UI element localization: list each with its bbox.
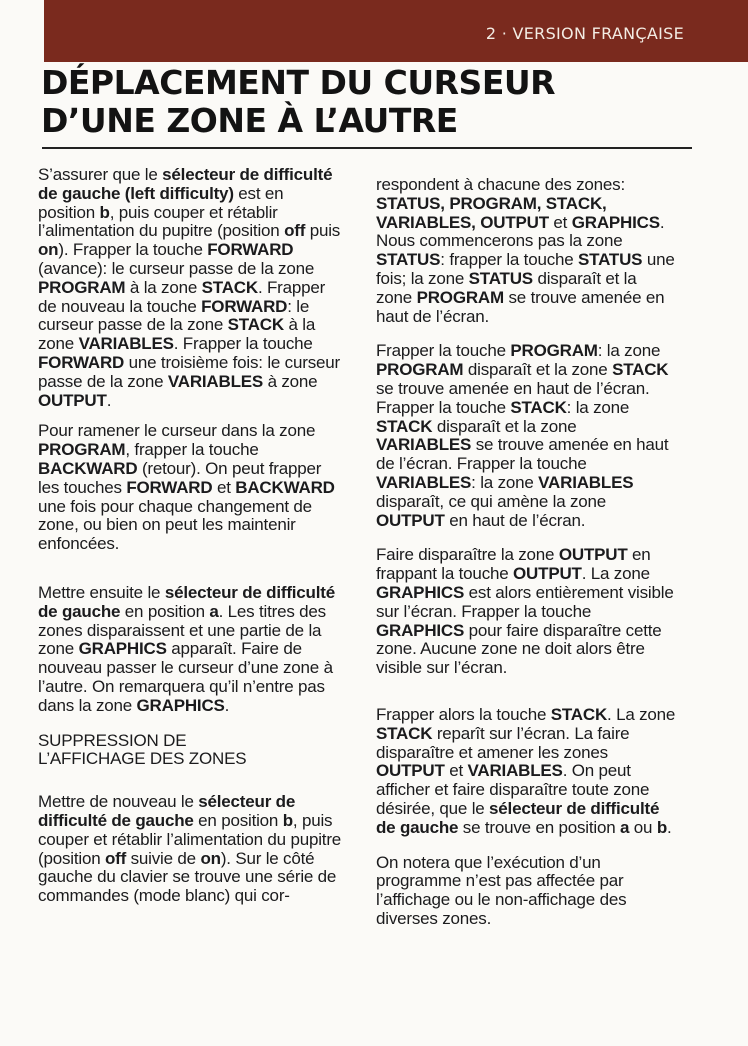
text-run: en frappant la touche (376, 545, 651, 584)
bold-keyword: STACK (612, 360, 669, 380)
text-run: . La zone (581, 564, 650, 584)
text-run: une fois; la zone (376, 250, 675, 288)
text-run: disparaît et la zone (463, 360, 613, 380)
text-run: : la zone (471, 472, 539, 492)
bold-keyword: PROGRAM (376, 360, 464, 380)
text-run: à la zone (38, 315, 316, 354)
text-run: Pour ramener le curseur dans la zone (38, 421, 316, 441)
text-run: Mettre ensuite le (38, 582, 165, 602)
bold-keyword: VARIABLES (376, 472, 472, 492)
paragraph (376, 342, 676, 530)
bold-keyword: GRAPHICS (571, 212, 660, 232)
text-run: et (212, 477, 236, 497)
bold-keyword: on (200, 848, 221, 868)
text-run: : la zone (566, 397, 630, 417)
text-run: ). Frapper la touche (58, 240, 208, 260)
paragraph (376, 546, 676, 678)
text-run: disparaît et la zone (376, 268, 637, 307)
title-divider (42, 147, 692, 149)
bold-keyword: STATUS (578, 250, 643, 270)
paragraph (376, 854, 676, 929)
bold-keyword: BACKWARD (38, 458, 138, 478)
text-run: : la zone (597, 341, 661, 361)
bold-keyword: VARIABLES (538, 472, 634, 492)
bold-keyword: a (209, 601, 219, 621)
bold-keyword: GRAPHICS (78, 639, 167, 659)
text-run: On notera que l’exécution d’un programme n’est pas affectée par l’affichage ou le non-affichage des diverses zones. (376, 852, 627, 928)
text-run: suivie de (126, 848, 201, 868)
text-run: à zone (263, 371, 318, 391)
text-run: (retour). On peut frapper les touches (38, 458, 322, 497)
text-run: pour faire disparaître cette zone. Aucune zone ne doit alors être visible sur l’écran. (376, 620, 662, 678)
text-run: . Frapper la touche (173, 334, 313, 354)
text-run: se trouve amenée en haut de l’écran. Frapper la touche (376, 435, 669, 474)
text-run: une troisième fois: le curseur passe de la zone (38, 352, 340, 391)
paragraph (38, 584, 343, 716)
text-run: à la zone (125, 277, 202, 297)
header-band (44, 0, 748, 62)
bold-keyword: off (284, 221, 306, 241)
bold-keyword: PROGRAM (510, 341, 598, 361)
text-run: . On peut afficher et faire disparaître toute zone désirée, que le (376, 761, 650, 818)
bold-keyword: b (282, 810, 293, 830)
page-title (41, 64, 681, 140)
page-title-line-2: D’UNE ZONE À L’AUTRE (41, 101, 458, 140)
bold-keyword: VARIABLES (167, 371, 264, 391)
bold-keyword: sélecteur de difficulté de gauche (left difficulty) (38, 165, 333, 203)
bold-keyword: sélecteur de difficulté de gauche (38, 582, 335, 621)
paragraph (38, 793, 343, 906)
text-run: apparaît. Faire de nouveau passer le curseur d’une zone à l’autre. On remarquera qu’il n’entre pas dans la zone (38, 639, 333, 715)
bold-keyword: a (620, 817, 630, 837)
text-run: . Frapper de nouveau la touche (38, 277, 326, 316)
bold-keyword: STACK (227, 315, 284, 335)
page-title-line-1: DÉPLACEMENT DU CURSEUR (41, 63, 556, 102)
text-run: . Les titres des zones disparaissent et une partie de la zone (38, 601, 326, 659)
bold-keyword: VARIABLES (78, 334, 174, 354)
text-run: se trouve en position (458, 817, 621, 837)
text-run: disparaît, ce qui amène la zone (376, 491, 607, 511)
bold-keyword: VARIABLES (467, 761, 563, 781)
text-run: puis (305, 221, 341, 241)
text-run: S’assurer que le (38, 165, 163, 184)
left-column (38, 166, 343, 906)
bold-keyword: off (104, 848, 127, 868)
bold-keyword: PROGRAM (416, 287, 504, 307)
bold-keyword: FORWARD (201, 296, 288, 316)
paragraph (38, 422, 343, 554)
bold-keyword: STACK (201, 277, 258, 297)
section-label: 2 · VERSION FRANÇAISE (485, 24, 684, 43)
bold-keyword: STATUS (376, 250, 441, 270)
bold-keyword: PROGRAM (38, 277, 126, 297)
bold-keyword: GRAPHICS (376, 620, 465, 640)
bold-keyword: STACK (376, 416, 433, 436)
text-run: en position (193, 810, 283, 830)
bold-keyword: OUTPUT (38, 390, 107, 410)
text-run: . (667, 817, 672, 837)
bold-keyword: STATUS (468, 268, 533, 288)
bold-keyword: OUTPUT (376, 761, 445, 781)
bold-keyword: OUTPUT (513, 564, 582, 584)
paragraph (38, 166, 343, 410)
text-run: Frapper alors la touche (376, 704, 551, 724)
right-column (376, 176, 676, 929)
text-run: : le curseur passe de la zone (38, 296, 310, 335)
bold-keyword: sélecteur de difficulté de gauche (376, 798, 660, 837)
bold-keyword: STATUS, PROGRAM, STACK, VARIABLES, OUTPUT (376, 193, 607, 232)
text-run: en haut de l’écran. (444, 510, 586, 530)
paragraph (376, 706, 676, 838)
text-run: une fois pour chaque changement de zone, ou bien on peut les maintenir enfoncées. (38, 496, 312, 554)
text-run: respondent à chacune des zones: (376, 175, 625, 194)
text-run: et (444, 761, 468, 781)
text-run: . (106, 390, 112, 410)
text-run: ). Sur le côté gauche du clavier se trouve une série de commandes (mode blanc) qui cor- (38, 848, 337, 906)
text-run: Faire disparaître la zone (376, 545, 559, 565)
bold-keyword: FORWARD (38, 352, 125, 372)
text-run: , frapper la touche (125, 440, 259, 460)
text-run: . La zone (607, 704, 676, 724)
text-run: et (548, 212, 572, 232)
text-run: Mettre de nouveau le (38, 792, 199, 812)
text-run: se trouve amenée en haut de l’écran. Frapper la touche (376, 378, 650, 417)
text-run: : frapper la touche (440, 250, 579, 270)
text-run: . (224, 695, 230, 715)
text-run: . Nous commencerons pas la zone (376, 212, 665, 251)
bold-keyword: STACK (510, 397, 567, 417)
text-run: en position (120, 601, 210, 621)
subheading-line-2: L’AFFICHAGE DES ZONES (38, 749, 247, 769)
text-run: Frapper la touche (376, 341, 511, 361)
bold-keyword: b (656, 817, 668, 837)
bold-keyword: OUTPUT (558, 545, 628, 565)
bold-keyword: GRAPHICS (136, 695, 225, 715)
bold-keyword: sélecteur de difficulté de gauche (38, 792, 296, 830)
bold-keyword: on (38, 240, 59, 260)
bold-keyword: GRAPHICS (376, 582, 465, 602)
section-subheading (38, 732, 343, 770)
bold-keyword: OUTPUT (376, 510, 445, 530)
text-run: disparaît et la zone (432, 416, 577, 436)
bold-keyword: b (99, 202, 110, 222)
text-run: reparît sur l’écran. La faire disparaître et amener les zones (376, 723, 630, 762)
text-run: , puis couper et rétablir l’alimentation du pupitre (position (38, 810, 342, 868)
bold-keyword: STACK (550, 704, 608, 724)
subheading-line-1: SUPPRESSION DE (38, 730, 187, 750)
bold-keyword: FORWARD (207, 240, 294, 260)
text-run: ou (629, 817, 657, 837)
paragraph (376, 176, 676, 326)
bold-keyword: STACK (376, 723, 433, 743)
bold-keyword: VARIABLES (376, 435, 472, 455)
text-run: (avance): le curseur passe de la zone (38, 258, 315, 278)
text-run: se trouve amenée en haut de l’écran. (376, 287, 665, 326)
text-run: est en position (38, 183, 284, 222)
bold-keyword: BACKWARD (235, 477, 335, 497)
bold-keyword: FORWARD (126, 477, 213, 497)
bold-keyword: PROGRAM (38, 440, 126, 460)
text-run: est alors entièrement visible sur l’écran. Frapper la touche (376, 582, 674, 621)
text-run: , puis couper et rétablir l’alimentation du pupitre (position (38, 202, 285, 241)
